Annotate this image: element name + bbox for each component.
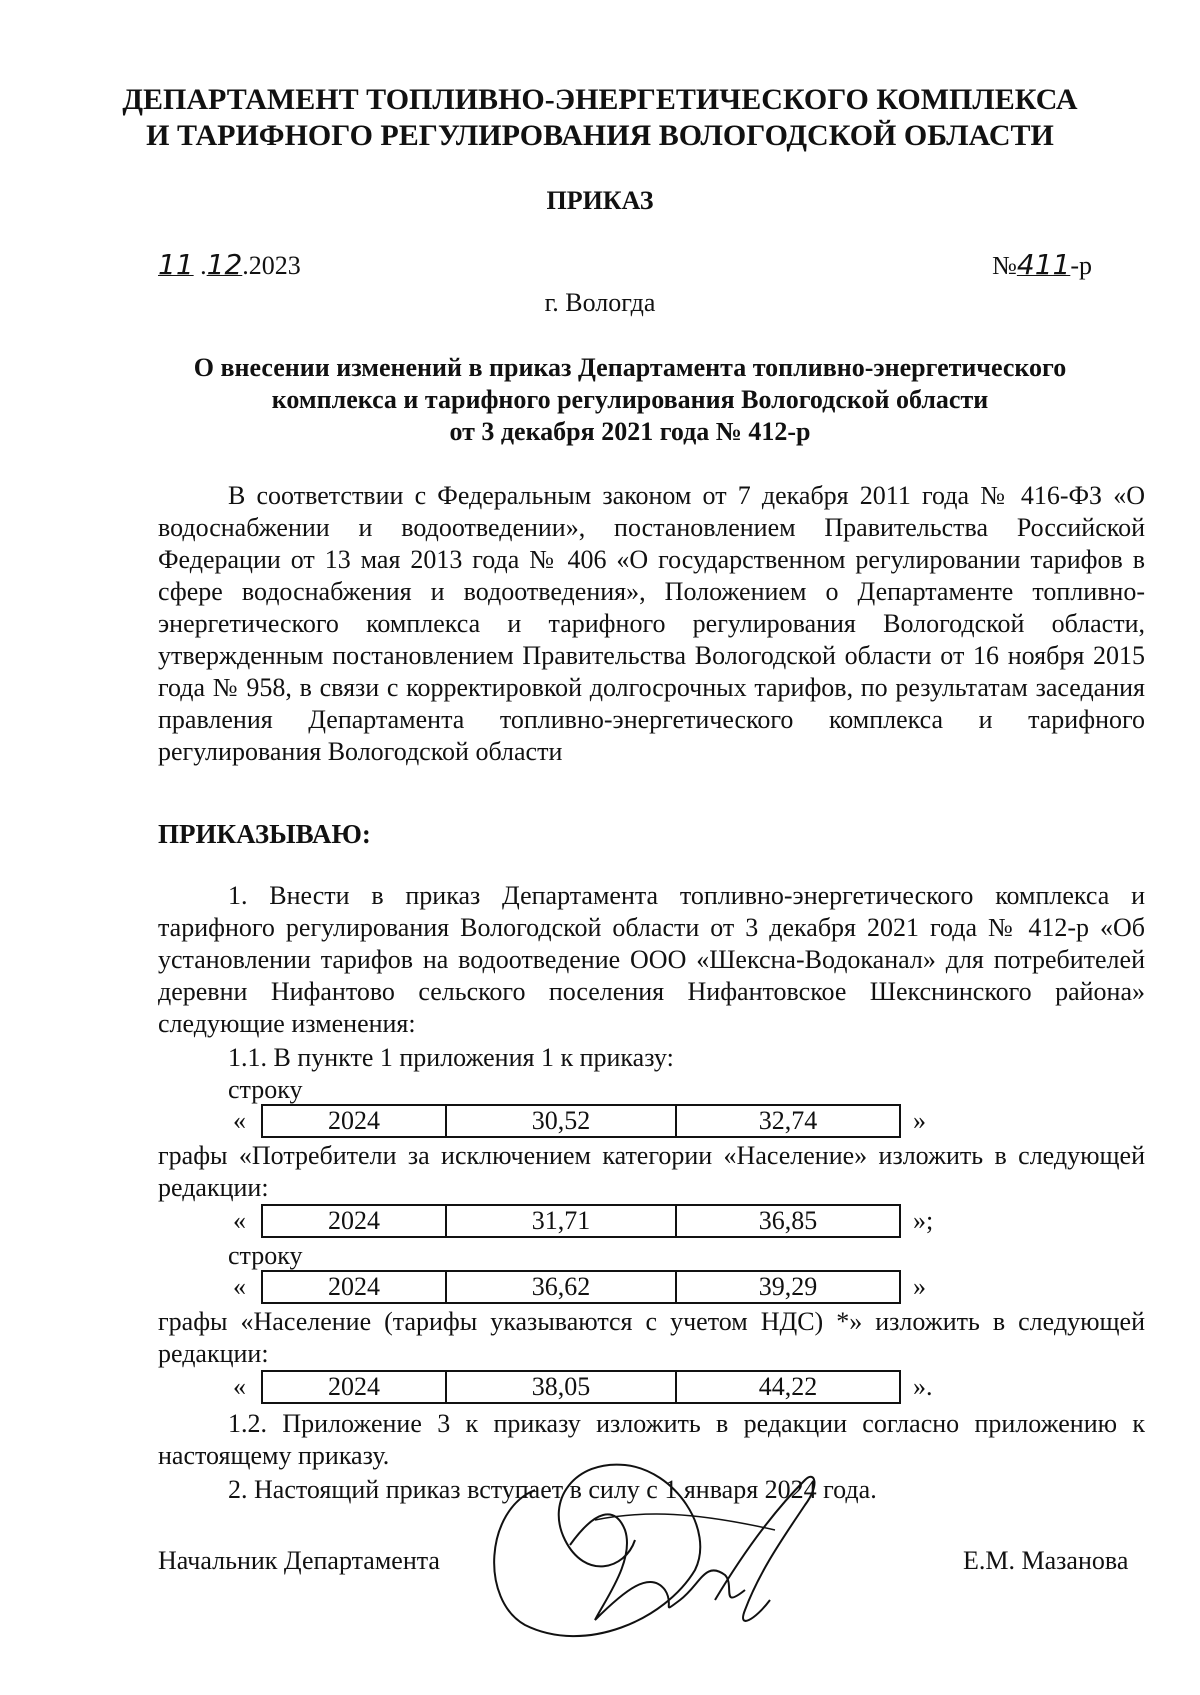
department-line-1: ДЕПАРТАМЕНТ ТОПЛИВНО-ЭНЕРГЕТИЧЕСКОГО КОМПЛЕКСА <box>122 83 1078 116</box>
value-cell-1: 31,71 <box>447 1206 677 1236</box>
year-cell: 2024 <box>263 1372 447 1402</box>
column-population-text: графы «Население (тарифы указываются с учетом НДС) *» изложить в следующей редакции: <box>158 1307 1145 1368</box>
close-quote: ». <box>913 1372 933 1401</box>
value-cell-2: 36,85 <box>758 1206 818 1235</box>
subject-line-2: комплекса и тарифного регулирования Вологодской области <box>271 385 989 414</box>
date-month: 12 <box>206 248 243 281</box>
number-suffix: -р <box>1070 251 1092 280</box>
value-cell-1: 38,05 <box>447 1372 677 1402</box>
table-row <box>233 1372 933 1402</box>
value-cell-2: 32,74 <box>758 1106 818 1135</box>
order-number <box>992 248 1092 281</box>
stroku-label-1: строку <box>228 1075 303 1104</box>
item-2-text: 2. Настоящий приказ вступает в силу с 1 января 2024 года. <box>228 1475 877 1504</box>
close-quote: » <box>913 1272 926 1301</box>
handwritten-signature <box>475 1450 835 1650</box>
number-prefix: № <box>992 251 1017 280</box>
open-quote: « <box>233 1272 246 1301</box>
subject-line-3: от 3 декабря 2021 года № 412-р <box>449 417 811 446</box>
tariff-cells <box>261 1204 901 1238</box>
close-quote: » <box>913 1106 926 1135</box>
signatory-title: Начальник Департамента <box>158 1546 440 1575</box>
year-cell: 2024 <box>263 1206 447 1236</box>
table-row <box>233 1106 926 1136</box>
open-quote: « <box>233 1206 246 1235</box>
preamble-paragraph: В соответствии с Федеральным законом от 7 декабря 2011 года № 416-ФЗ «О водоснабжении и водоотведении», постановлением Правительства Российской Федерации от 13 мая 2013 года № 406 «О государственном регулировании тарифов в сфере водоснабжения и водоотведения», Положением о Департаменте топливно-энергетического комплекса и тарифного регулирования Вологодской области, утвержденным постановлением Правительства Вологодской области от 16 ноября 2015 года № 958, в связи с корректировкой долгосрочных тарифов, по результатам заседания правления Департамента топливно-энергетического комплекса и тарифного регулирования Вологодской области <box>158 481 1145 766</box>
table-row <box>233 1206 933 1236</box>
open-quote: « <box>233 1372 246 1401</box>
item-1-paragraph: 1. Внести в приказ Департамента топливно-энергетического комплекса и тарифного регулирования Вологодской области от 3 декабря 2021 года № 412-р «Об установлении тарифов на водоотведение ООО «Шексна-Водоканал» для потребителей деревни Нифантово сельского поселения Нифантовское Шекснинского района» следующие изменения: <box>158 881 1145 1038</box>
date-year: .2023 <box>242 251 301 280</box>
year-cell: 2024 <box>263 1106 447 1136</box>
value-cell-2: 44,22 <box>758 1372 818 1401</box>
signatory-name: Е.М. Мазанова <box>963 1546 1129 1575</box>
order-title: ПРИКАЗ <box>546 186 654 215</box>
table-row <box>233 1272 926 1302</box>
column-consumers-text: графы «Потребители за исключением категории «Население» изложить в следующей редакции: <box>158 1141 1145 1202</box>
item-1-1-text: 1.1. В пункте 1 приложения 1 к приказу: <box>228 1043 674 1072</box>
value-cell-1: 30,52 <box>447 1106 677 1136</box>
stroku-label-2: строку <box>228 1241 303 1270</box>
item-1-2-paragraph: 1.2. Приложение 3 к приказу изложить в редакции согласно приложению к настоящему приказу. <box>158 1409 1145 1470</box>
order-date: 11 .12.2023 <box>158 248 301 281</box>
order-command: ПРИКАЗЫВАЮ: <box>158 819 371 849</box>
tariff-cells <box>261 1370 901 1404</box>
value-cell-2: 39,29 <box>758 1272 818 1301</box>
close-quote: »; <box>913 1206 934 1235</box>
date-day: 11 <box>158 248 194 281</box>
year-cell: 2024 <box>263 1272 447 1302</box>
department-line-2: И ТАРИФНОГО РЕГУЛИРОВАНИЯ ВОЛОГОДСКОЙ ОБЛАСТИ <box>146 119 1054 152</box>
number-value: 411 <box>1016 248 1071 281</box>
tariff-cells <box>261 1270 901 1304</box>
city: г. Вологда <box>544 288 656 317</box>
department-header <box>0 82 1200 154</box>
order-subject <box>160 352 1100 448</box>
open-quote: « <box>233 1106 246 1135</box>
subject-line-1: О внесении изменений в приказ Департамента топливно-энергетического <box>193 353 1067 382</box>
tariff-cells <box>261 1104 901 1138</box>
value-cell-1: 36,62 <box>447 1272 677 1302</box>
